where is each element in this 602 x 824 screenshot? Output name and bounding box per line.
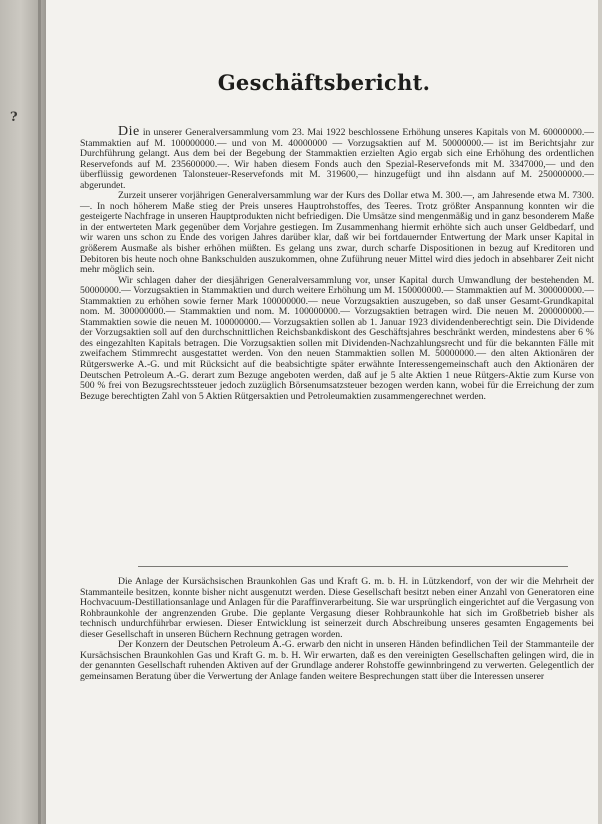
paragraph-4: Die Anlage der Kursächsischen Braunkohlen Gas und Kraft G. m. b. H. in Lützkendorf, von der wir die Mehrheit der Stammanteile besitzen, konnte bisher nicht ausgenutzt werden. Diese Gesellschaft besitzt neben einer Anzahl von Generatoren eine Hochvacuum-Destillationsanlage und Anlagen für die Paraffinverarbeitung. Sie war ursprünglich eingerichtet auf die Vergasung von Rohbraunkohle der angrenzenden Grube. Die geplante Vergasung dieser Rohbraunkohle hat sich im Großbetrieb bisher als technisch undurchführbar erwiesen. Dieser Entwicklung ist seinerzeit durch Abschreibung unseres gesamten Engagements bei dieser Gesellschaft in unseren Büchern Rechnung getragen worden. xyxy=(80,576,594,640)
page-edge xyxy=(598,0,602,824)
section-divider xyxy=(138,566,568,567)
report-section-2 xyxy=(80,577,594,682)
report-section-1 xyxy=(80,124,594,402)
gutter-mark: ? xyxy=(10,110,18,125)
paragraph-2: Zurzeit unserer vorjährigen Generalversammlung war der Kurs des Dollar etwa M. 300.—, am Jahresende etwa M. 7300.—. In noch höherem Maße stieg der Preis unseres Hauptrohstoffes, des Teeres. Trotz größter Anspannung konnten wir die gesteigerte Nachfrage in unseren Hauptprodukten nicht befriedigen. Die Umsätze sind mengenmäßig und in ganz besonderem Maße in der entwerteten Mark gegenüber dem Vorjahre gestiegen. Im Zusammenhang hiermit erhöhte sich auch unser Geldbedarf, und wir waren uns schon zu Ende des vorigen Jahres darüber klar, daß wir bei fortdauernder Entwertung der Mark unser Kapital in größerem Ausmaße als bisher erhöhen müßten. Es gelang uns zwar, durch scharfe Dispositionen in bezug auf Kreditoren und Debitoren bis heute noch ohne Bankschulden auszukommen, ohne Zuführung neuer Mittel wird dies jedoch in absehbarer Zeit nicht mehr möglich sein. xyxy=(80,190,594,276)
paragraph-5: Der Konzern der Deutschen Petroleum A.-G. erwarb den nicht in unseren Händen befindlichen Teil der Stammanteile der Kursächsischen Braunkohlen Gas und Kraft G. m. b. H. Wir erwarten, daß es den vereinigten Gesellschaften gelingen wird, die in der genannten Gesellschaft ruhenden Aktiven auf der Grundlage anderer Rohstoffe gewinnbringend zu verwerten. Gelegentlich der gemeinsamen Beratung über die Verwertung der Anlage fanden weitere Besprechungen statt über die Interessen unserer xyxy=(80,639,594,682)
book-gutter xyxy=(0,0,46,824)
paragraph-1-text: in unserer Generalversammlung vom 23. Mai 1922 beschlossene Erhöhung unseres Kapitals von M. 60000000.— Stammaktien auf M. 100000000.— und von M. 40000000 — Vorzugsaktien auf M. 50000000.— ist im Berichtsjahr zur Durchführung gelangt. Aus dem bei der Begebung der Stammaktien erzielten Agio ergab sich eine Erhöhung des ordentlichen Reservefonds auf M. 235600000.—. Wir haben diesem Fonds auch den Spezial-Reservefonds mit M. 3347000,— und den überflüssig gewordenen Talonsteuer-Reservefonds mit M. 319600,— hinzugefügt und ihn alsdann auf M. 250000000.— abgerundet. xyxy=(80,127,594,191)
paragraph-1-initial: Die xyxy=(118,124,140,139)
document-page xyxy=(46,0,602,824)
binding-line xyxy=(38,0,41,824)
page-title: Geschäftsbericht. xyxy=(217,70,431,95)
paragraph-1 xyxy=(80,124,594,191)
paragraph-3: Wir schlagen daher der diesjährigen Generalversammlung vor, unser Kapital durch Umwandlung der bestehenden M. 50000000.— Vorzugsaktien in Stammaktien und durch weitere Erhöhung um M. 150000000.— Stammaktien auf M. 300000000.— Stammaktien zu erhöhen sowie ferner Mark 100000000.— neue Vorzugsaktien auszugeben, so daß unser Gesamt-Grundkapital nom. M. 300000000.— Stammaktien und nom. M. 100000000.— Vorzugsaktien betragen wird. Die neuen M. 200000000.— Stammaktien sowie die neuen M. 100000000.— Vorzugsaktien sollen ab 1. Januar 1923 dividendenberechtigt sein. Die Dividende der Vorzugsaktien soll auf den durchschnittlichen Reichsbankdiskont des Geschäftsjahres beschränkt werden, mindestens aber 6 % des eingezahlten Kapitals betragen. Die Vorzugsaktien sollen mit Dividenden-Nachzahlungsrecht und für die bekannten Fälle mit zweifachem Stimmrecht ausgestattet werden. Von den neuen Stammaktien sollen M. 50000000.— den alten Aktionären der Rütgerswerke A.-G. und mit Rücksicht auf die beabsichtigte später erwähnte Interessengemeinschaft auch den Aktionären der Deutschen Petroleum A.-G. derart zum Bezuge angeboten werden, daß auf je 5 alte Aktien 1 neue Rütgers-Aktie zum Kurse von 500 % frei von Bezugsrechtssteuer jedoch zuzüglich Börsenumsatzsteuer bezogen werden kann, wobei für die Erreichung der zum Bezuge berechtigten Zahl von 5 Aktien Rütgersaktien und Petroleumaktien zusammengerechnet werden. xyxy=(80,274,594,402)
